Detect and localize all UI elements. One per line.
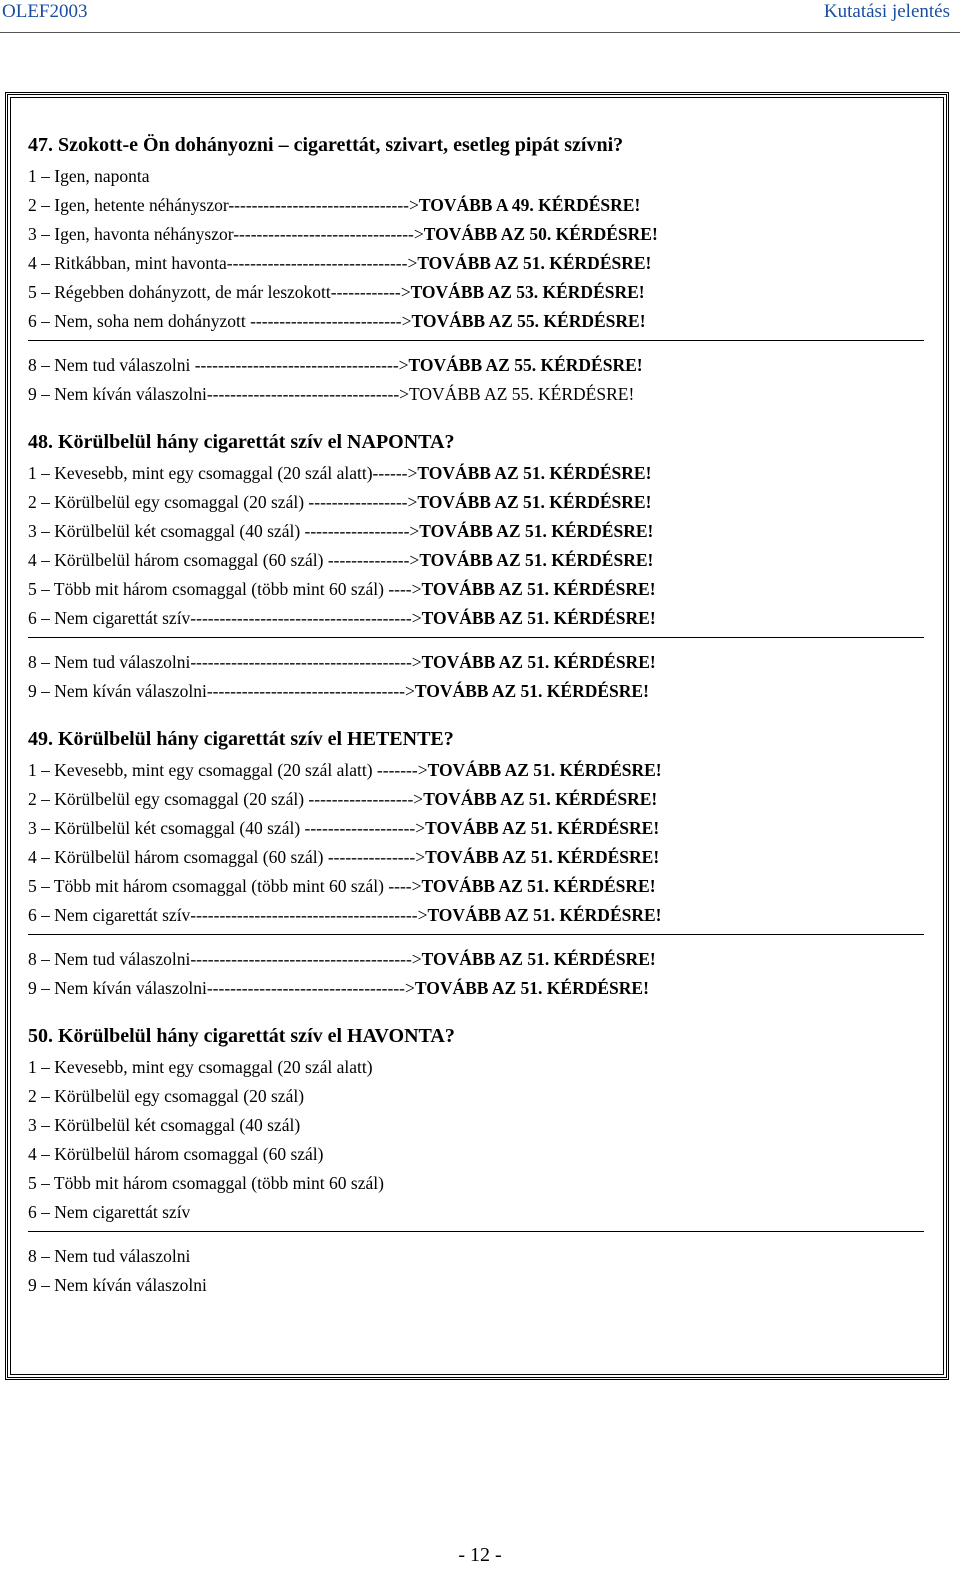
answer-option <box>28 1111 928 1140</box>
answer-option <box>28 648 928 677</box>
answer-text: 8 – Nem tud válaszolni--------------------------------------> <box>28 652 422 672</box>
answer-text: 3 – Körülbelül két csomaggal (40 szál) -------------------> <box>28 818 426 838</box>
skip-instruction: TOVÁBB AZ 51. KÉRDÉSRE! <box>425 847 660 867</box>
answer-option <box>28 191 928 220</box>
answer-option <box>28 1082 928 1111</box>
skip-instruction: TOVÁBB AZ 51. KÉRDÉSRE! <box>421 608 656 628</box>
answer-text: 1 – Kevesebb, mint egy csomaggal (20 szál alatt) -------> <box>28 760 428 780</box>
skip-instruction: TOVÁBB AZ 51. KÉRDÉSRE! <box>421 652 656 672</box>
answer-option <box>28 901 928 930</box>
answer-text: 4 – Ritkábban, mint havonta-------------------------------> <box>28 253 418 273</box>
question-title: 48. Körülbelül hány cigarettát szív el NAPONTA? <box>28 431 455 453</box>
answer-text: 5 – Több mit három csomaggal (több mint 60 szál) ----> <box>28 579 422 599</box>
answer-text: 1 – Kevesebb, mint egy csomaggal (20 szál alatt)------> <box>28 463 418 483</box>
answer-text: 6 – Nem cigarettát szív---------------------------------------> <box>28 905 428 925</box>
answer-option <box>28 1053 928 1082</box>
answer-option <box>28 307 928 336</box>
answer-option <box>28 459 928 488</box>
skip-instruction: TOVÁBB AZ 55. KÉRDÉSRE! <box>409 384 635 404</box>
answer-text: 2 – Körülbelül egy csomaggal (20 szál) -----------------> <box>28 492 418 512</box>
answer-option <box>28 785 928 814</box>
answer-option <box>28 974 928 1003</box>
answer-option <box>28 220 928 249</box>
answer-text: 6 – Nem cigarettát szív <box>28 1202 191 1222</box>
answer-option <box>28 1140 928 1169</box>
separator-line <box>28 934 924 935</box>
answer-text: 6 – Nem cigarettát szív--------------------------------------> <box>28 608 422 628</box>
answer-text: 3 – Körülbelül két csomaggal (40 szál) <box>28 1115 301 1135</box>
answer-text: 8 – Nem tud válaszolni <box>28 1246 191 1266</box>
answer-option <box>28 604 928 633</box>
answer-option <box>28 1242 928 1271</box>
question-gap <box>28 706 928 722</box>
skip-instruction: TOVÁBB AZ 55. KÉRDÉSRE! <box>408 355 643 375</box>
answer-option <box>28 843 928 872</box>
skip-instruction: TOVÁBB AZ 51. KÉRDÉSRE! <box>421 579 656 599</box>
answer-option <box>28 488 928 517</box>
answer-text: 5 – Több mit három csomaggal (több mint 60 szál) ----> <box>28 876 422 896</box>
skip-instruction: TOVÁBB AZ 51. KÉRDÉSRE! <box>427 760 662 780</box>
answer-text: 1 – Igen, naponta <box>28 166 150 186</box>
skip-instruction: TOVÁBB AZ 51. KÉRDÉSRE! <box>414 681 649 701</box>
answer-option <box>28 278 928 307</box>
answer-text: 3 – Körülbelül két csomaggal (40 szál) ------------------> <box>28 521 420 541</box>
answer-option <box>28 249 928 278</box>
answer-option <box>28 546 928 575</box>
header-rule <box>0 32 960 33</box>
page-number: - 12 - <box>458 1544 502 1566</box>
page-header <box>0 0 960 30</box>
skip-instruction: TOVÁBB AZ 51. KÉRDÉSRE! <box>417 253 652 273</box>
skip-instruction: TOVÁBB AZ 51. KÉRDÉSRE! <box>423 789 658 809</box>
question-block <box>28 128 928 425</box>
answer-text: 9 – Nem kíván válaszolni----------------------------------> <box>28 978 415 998</box>
answer-text: 4 – Körülbelül három csomaggal (60 szál) <box>28 1144 324 1164</box>
question-block <box>28 1019 928 1300</box>
answer-option <box>28 677 928 706</box>
question-title: 47. Szokott-e Ön dohányozni – cigarettát, szivart, esetleg pipát szívni? <box>28 134 624 156</box>
skip-instruction: TOVÁBB AZ 51. KÉRDÉSRE! <box>421 949 656 969</box>
answer-option <box>28 575 928 604</box>
answer-option <box>28 1271 928 1300</box>
separator-line <box>28 1231 924 1232</box>
answer-option <box>28 1198 928 1227</box>
answer-text: 3 – Igen, havonta néhányszor-------------------------------> <box>28 224 424 244</box>
skip-instruction: TOVÁBB AZ 51. KÉRDÉSRE! <box>417 463 652 483</box>
answer-option <box>28 517 928 546</box>
answer-option <box>28 945 928 974</box>
skip-instruction: TOVÁBB AZ 51. KÉRDÉSRE! <box>414 978 649 998</box>
header-left: OLEF2003 <box>2 1 88 22</box>
skip-instruction: TOVÁBB AZ 51. KÉRDÉSRE! <box>421 876 656 896</box>
skip-instruction: TOVÁBB AZ 51. KÉRDÉSRE! <box>419 521 654 541</box>
answer-option <box>28 872 928 901</box>
separator-line <box>28 637 924 638</box>
answer-option <box>28 351 928 380</box>
separator-line <box>28 340 924 341</box>
answer-text: 2 – Körülbelül egy csomaggal (20 szál) ------------------> <box>28 789 424 809</box>
answer-text: 2 – Körülbelül egy csomaggal (20 szál) <box>28 1086 305 1106</box>
skip-instruction: TOVÁBB AZ 55. KÉRDÉSRE! <box>411 311 646 331</box>
answer-text: 1 – Kevesebb, mint egy csomaggal (20 szál alatt) <box>28 1057 373 1077</box>
question-title: 49. Körülbelül hány cigarettát szív el HETENTE? <box>28 728 454 750</box>
questionnaire-content <box>28 128 928 1300</box>
skip-instruction: TOVÁBB AZ 51. KÉRDÉSRE! <box>425 818 660 838</box>
answer-text: 6 – Nem, soha nem dohányzott --------------------------> <box>28 311 412 331</box>
header-right: Kutatási jelentés <box>823 1 950 22</box>
answer-option <box>28 1169 928 1198</box>
answer-text: 5 – Régebben dohányzott, de már leszokott------------> <box>28 282 411 302</box>
answer-option <box>28 756 928 785</box>
answer-option <box>28 162 928 191</box>
skip-instruction: TOVÁBB AZ 51. KÉRDÉSRE! <box>427 905 662 925</box>
skip-instruction: TOVÁBB AZ 50. KÉRDÉSRE! <box>423 224 658 244</box>
skip-instruction: TOVÁBB AZ 53. KÉRDÉSRE! <box>410 282 645 302</box>
answer-text: 9 – Nem kíván válaszolni---------------------------------> <box>28 384 410 404</box>
answer-option <box>28 380 928 409</box>
answer-text: 5 – Több mit három csomaggal (több mint 60 szál) <box>28 1173 384 1193</box>
answer-text: 9 – Nem kíván válaszolni----------------------------------> <box>28 681 415 701</box>
answer-text: 8 – Nem tud válaszolni -----------------------------------> <box>28 355 409 375</box>
question-gap <box>28 409 928 425</box>
question-block <box>28 425 928 722</box>
question-gap <box>28 1003 928 1019</box>
answer-text: 2 – Igen, hetente néhányszor-------------------------------> <box>28 195 419 215</box>
answer-option <box>28 814 928 843</box>
answer-text: 8 – Nem tud válaszolni--------------------------------------> <box>28 949 422 969</box>
skip-instruction: TOVÁBB A 49. KÉRDÉSRE! <box>418 195 641 215</box>
answer-text: 9 – Nem kíván válaszolni <box>28 1275 207 1295</box>
question-block <box>28 722 928 1019</box>
answer-text: 4 – Körülbelül három csomaggal (60 szál) ---------------> <box>28 847 426 867</box>
skip-instruction: TOVÁBB AZ 51. KÉRDÉSRE! <box>419 550 654 570</box>
skip-instruction: TOVÁBB AZ 51. KÉRDÉSRE! <box>417 492 652 512</box>
answer-text: 4 – Körülbelül három csomaggal (60 szál) --------------> <box>28 550 420 570</box>
question-title: 50. Körülbelül hány cigarettát szív el HAVONTA? <box>28 1025 455 1047</box>
